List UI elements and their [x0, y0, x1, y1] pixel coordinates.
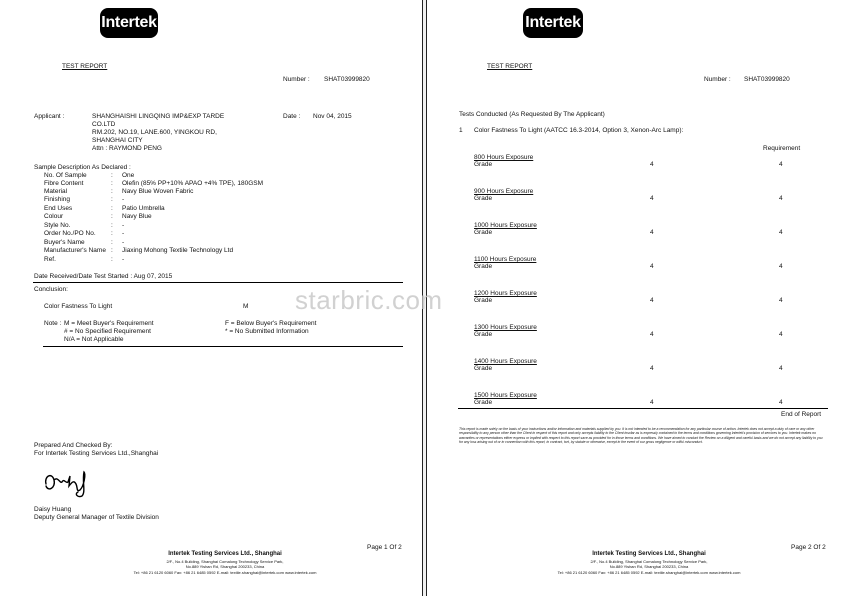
sample-heading: Sample Description As Declared : [34, 164, 131, 171]
footer-address-2: No.889 Yishan Rd, Shanghai 200233, China [609, 564, 689, 569]
tests-heading: Tests Conducted (As Requested By The Applicant) [459, 111, 605, 118]
report-number-value: SHAT03999820 [324, 76, 370, 83]
signer-title: Deputy General Manager of Textile Division [34, 514, 159, 521]
footer-contact: Tel: +86 21 6120 6060 Fax: +86 21 6485 0592 E-mail: textile.shanghai@intertek.com www.intertek.com [133, 570, 317, 575]
intertek-logo: Intertek [100, 8, 158, 38]
conclusion-label: Conclusion: [34, 286, 68, 293]
note-left-3: N/A = Not Applicable [64, 336, 124, 343]
exposure-label: 1100 Hours Exposure [474, 256, 537, 263]
sample-row-value: - [122, 222, 125, 229]
intertek-logo: Intertek [523, 8, 583, 38]
note-left-1: M = Meet Buyer's Requirement [64, 320, 154, 327]
sample-row-value: - [122, 230, 125, 237]
grade-result: 4 [650, 365, 654, 372]
requirement-header: Requirement [763, 145, 801, 152]
footer-company: Intertek Testing Services Ltd., Shanghai [592, 551, 706, 557]
footer-address-1: 2/F., No.4 Building, Shanghai Comalong Technology Service Park, [166, 559, 284, 564]
applicant-line: SHANGHAISHI LINGQING IMP&EXP TARDE [92, 113, 225, 120]
exposure-group [427, 256, 847, 276]
test-number: 1 [459, 127, 463, 134]
sample-row-sep: : [111, 188, 113, 195]
sample-row-value: - [122, 196, 125, 203]
grade-label: Grade [474, 399, 493, 406]
applicant-block [92, 113, 224, 153]
signature [40, 462, 100, 500]
grade-result: 4 [650, 229, 654, 236]
sample-row-value: Olefin (85% PP+10% APAO +4% TPE), 180GSM [122, 180, 264, 187]
grade-result: 4 [650, 331, 654, 338]
grade-requirement: 4 [779, 365, 783, 372]
sample-row-value: One [122, 172, 135, 179]
exposure-label: 1300 Hours Exposure [474, 324, 537, 331]
exposure-group [427, 222, 847, 242]
grade-label: Grade [474, 161, 493, 168]
divider [43, 346, 403, 347]
report-number-label: Number : [283, 76, 310, 83]
sample-row-sep: : [111, 205, 113, 212]
sample-row-label: Finishing [44, 196, 71, 203]
grade-label: Grade [474, 195, 493, 202]
sample-row-label: End Uses [44, 205, 73, 212]
exposure-label: 800 Hours Exposure [474, 154, 534, 161]
sample-row-value: Navy Blue Woven Fabric [122, 188, 194, 195]
applicant-line: RM.202, NO.19, LANE.600, YINGKOU RD, [92, 129, 217, 136]
sample-row-value: Navy Blue [122, 213, 152, 220]
applicant-line: Attn : RAYMOND PENG [92, 145, 162, 152]
sample-row-value: - [122, 239, 125, 246]
applicant-label: Applicant : [34, 113, 65, 120]
note-label: Note : [44, 320, 62, 327]
grade-requirement: 4 [779, 229, 783, 236]
date-value: Nov 04, 2015 [313, 113, 352, 120]
applicant-line: SHANGHAI CITY [92, 137, 143, 144]
signer-name: Daisy Huang [34, 506, 72, 513]
grade-requirement: 4 [779, 195, 783, 202]
sample-row-label: No. Of Sample [44, 172, 87, 179]
watermark: starbric.com [295, 285, 443, 315]
exposure-group [427, 290, 847, 310]
footer-address-2: No.889 Yishan Rd, Shanghai 200233, China [185, 564, 265, 569]
sample-row-label: Order No./PO No. [44, 230, 96, 237]
footer-company: Intertek Testing Services Ltd., Shanghai [168, 551, 282, 557]
exposure-label: 1500 Hours Exposure [474, 392, 537, 399]
exposure-group [427, 324, 847, 344]
exposure-group [427, 392, 847, 412]
report-title: TEST REPORT [62, 63, 108, 70]
grade-result: 4 [650, 297, 654, 304]
grade-label: Grade [474, 297, 493, 304]
sample-row-label: Buyer's Name [44, 239, 85, 246]
exposure-label: 1400 Hours Exposure [474, 358, 537, 365]
sample-row-value: Jiaxing Mohong Textile Technology Ltd [122, 247, 234, 254]
grade-requirement: 4 [779, 161, 783, 168]
report-number-label: Number : [704, 76, 731, 83]
grade-requirement: 4 [779, 297, 783, 304]
sample-row-label: Colour [44, 213, 64, 220]
end-of-report: End of Report [781, 411, 822, 418]
grade-result: 4 [650, 161, 654, 168]
exposure-group [427, 358, 847, 378]
sample-row-label: Manufacturer's Name [44, 247, 106, 254]
page-number: Page 2 Of 2 [791, 544, 826, 551]
sample-row-sep: : [111, 247, 113, 254]
sample-row-sep: : [111, 222, 113, 229]
sample-row-value: Patio Umbrella [122, 205, 165, 212]
exposure-label: 900 Hours Exposure [474, 188, 534, 195]
exposure-group [427, 188, 847, 208]
prepared-by: Prepared And Checked By: [34, 442, 113, 449]
sample-row-sep: : [111, 172, 113, 179]
sample-row-sep: : [111, 230, 113, 237]
grade-result: 4 [650, 399, 654, 406]
grade-label: Grade [474, 331, 493, 338]
sample-row-sep: : [111, 256, 113, 263]
sample-row-label: Material [44, 188, 68, 195]
grade-requirement: 4 [779, 263, 783, 270]
sample-row-label: Style No. [44, 222, 71, 229]
sample-table [0, 172, 420, 267]
exposure-label: 1000 Hours Exposure [474, 222, 537, 229]
disclaimer: This report is made solely on the basis of your instructions and/or information and materials supplied by you. It is not intended to be a recommendation for any particular course of action. Intertek does not accept a duty of care or any other responsibility to any person other than the Client in respect of this report and only accepts liability to the Client insofar as is expressly contained in the terms and conditions governing Intertek's provision of services to you. Intertek makes no warranties or representations either express or implied with respect to this report save as provided for in those terms and conditions. We have aimed to conduct the Review on a diligent and careful basis and we do not accept any liability to you for any loss arising out of or in connection with this report, in contract, tort, by statute or otherwise, except in the event of our gross negligence or wilful misconduct. [459, 427, 823, 445]
sample-row-label: Ref. [44, 256, 56, 263]
grade-requirement: 4 [779, 399, 783, 406]
sample-row-label: Fibre Content [44, 180, 84, 187]
date-label: Date : [283, 113, 301, 120]
footer-address-1: 2/F., No.4 Building, Shanghai Comalong Technology Service Park, [590, 559, 708, 564]
for-company: For Intertek Testing Services Ltd.,Shanghai [34, 450, 159, 457]
note-right-1: F = Below Buyer's Requirement [225, 320, 317, 327]
footer-contact: Tel: +86 21 6120 6060 Fax: +86 21 6485 0592 E-mail: textile.shanghai@intertek.com www.intertek.com [557, 570, 741, 575]
report-number-value: SHAT03999820 [744, 76, 790, 83]
divider [458, 408, 828, 409]
signature-graphic [40, 462, 100, 500]
conclusion-result: M [243, 303, 249, 310]
grade-result: 4 [650, 195, 654, 202]
grade-label: Grade [474, 229, 493, 236]
divider [33, 282, 403, 283]
test-name: Color Fastness To Light (AATCC 16.3-2014, Option 3, Xenon-Arc Lamp): [474, 127, 684, 134]
report-title: TEST REPORT [487, 63, 533, 70]
sample-row-sep: : [111, 239, 113, 246]
grade-requirement: 4 [779, 331, 783, 338]
grade-label: Grade [474, 263, 493, 270]
sample-row-value: - [122, 256, 125, 263]
note-left-2: # = No Specified Requirement [64, 328, 151, 335]
sample-row-sep: : [111, 180, 113, 187]
exposure-group [427, 154, 847, 174]
exposure-label: 1200 Hours Exposure [474, 290, 537, 297]
date-received: Date Received/Date Test Started : Aug 07, 2015 [34, 273, 173, 280]
note-right-2: * = No Submitted Information [225, 328, 309, 335]
applicant-line: CO.LTD [92, 121, 116, 128]
sample-row-sep: : [111, 213, 113, 220]
conclusion-item: Color Fastness To Light [44, 303, 113, 310]
sample-row-sep: : [111, 196, 113, 203]
grade-label: Grade [474, 365, 493, 372]
report-page-2 [426, 0, 849, 596]
page-number: Page 1 Of 2 [367, 544, 402, 551]
grade-result: 4 [650, 263, 654, 270]
